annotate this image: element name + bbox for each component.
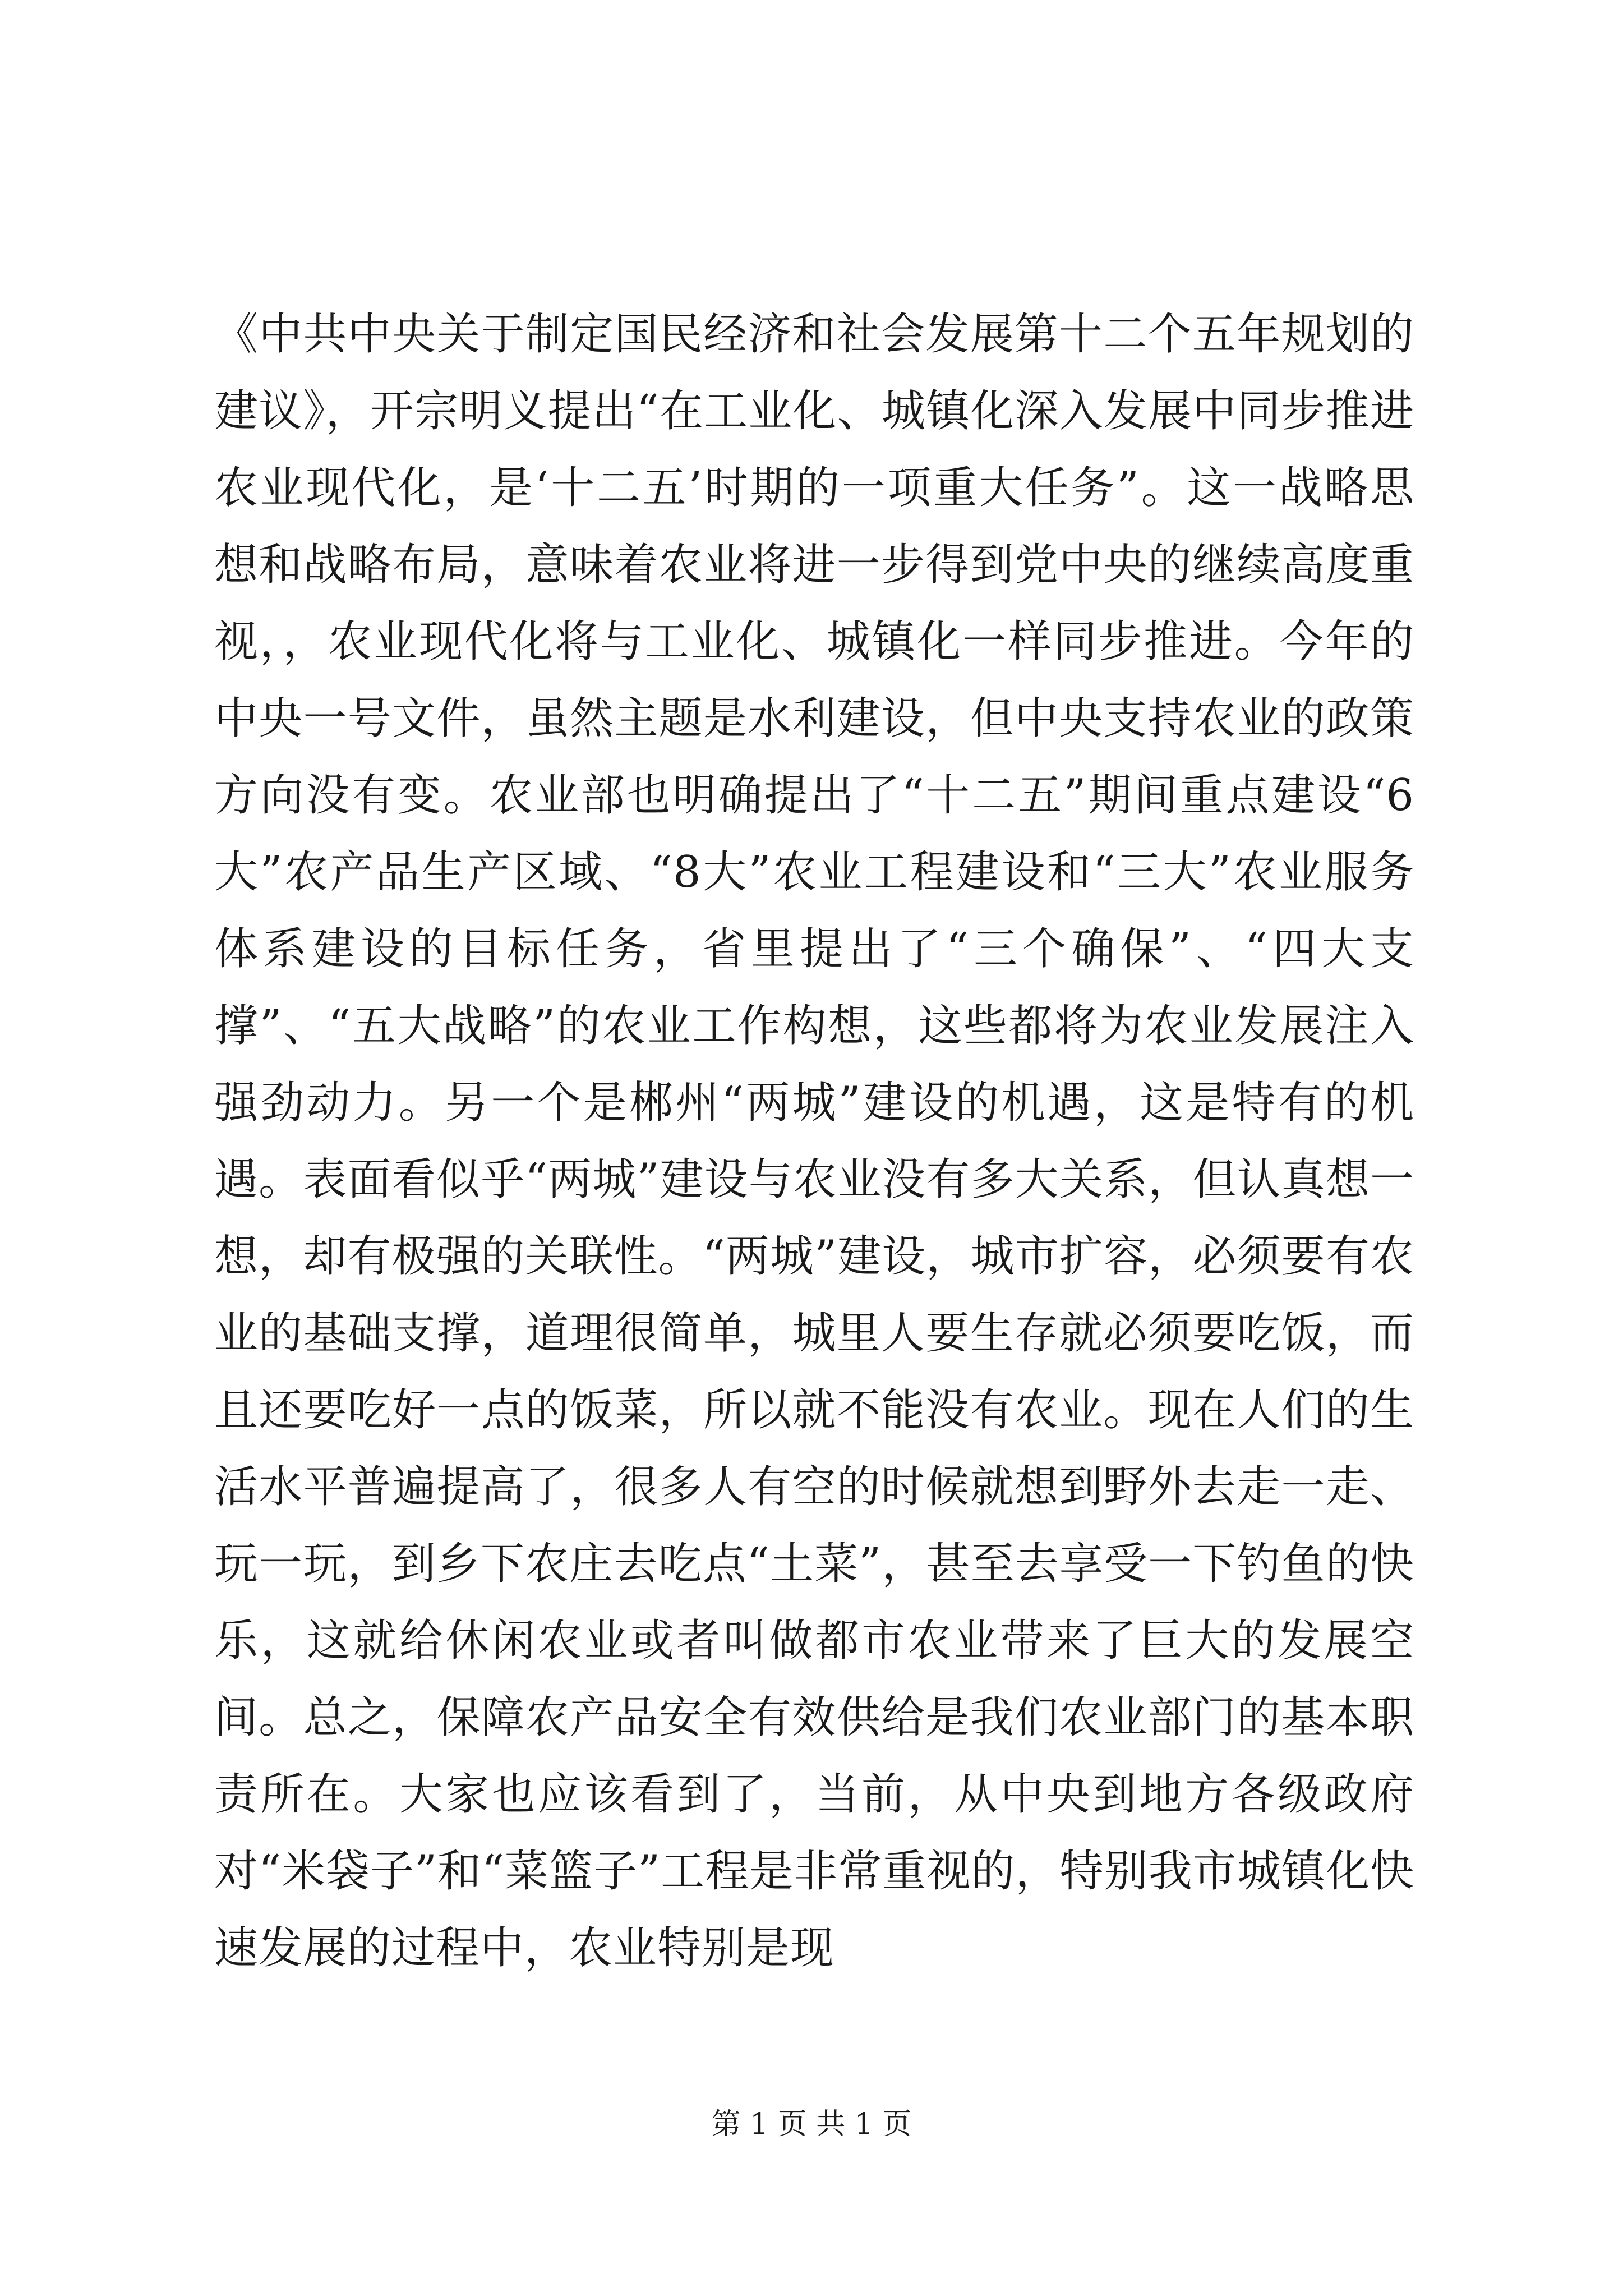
page-number-footer: 第 1 页 共 1 页 xyxy=(711,2108,912,2141)
body-paragraph: 《中共中央关于制定国民经济和社会发展第十二个五年规划的建议》，开宗明义提出“在工业化、城镇化深入发展中同步推进农业现代化，是‘十二五’时期的一项重大任务”。这一战略思想和战略布局，意味着农业将进一步得到党中央的继续高度重视，，农业现代化将与工业化、城镇化一样同步推进。今年的中央一号文件，虽然主题是水利建设，但中央支持农业的政策方向没有变。农业部也明确提出了“十二五”期间重点建设“6大”农产品生产区域、“8大”农业工程建设和“三大”农业服务体系建设的目标任务，省里提出了“三个确保”、“四大支撑”、“五大战略”的农业工作构想，这些都将为农业发展注入强劲动力。另一个是郴州“两城”建设的机遇，这是特有的机遇。表面看似乎“两城”建设与农业没有多大关系，但认真想一想，却有极强的关联性。“两城”建设，城市扩容，必须要有农业的基础支撑，道理很简单，城里人要生存就必须要吃饭，而且还要吃好一点的饭菜，所以就不能没有农业。现在人们的生活水平普遍提高了，很多人有空的时候就想到野外去走一走、玩一玩，到乡下农庄去吃点“土菜”，甚至去享受一下钓鱼的快乐，这就给休闲农业或者叫做都市农业带来了巨大的发展空间。总之，保障农产品安全有效供给是我们农业部门的基本职责所在。大家也应该看到了，当前，从中央到地方各级政府对“米袋子”和“菜篮子”工程是非常重视的，特别我市城镇化快速发展的过程中，农业特别是现 xyxy=(214,309,1414,1973)
